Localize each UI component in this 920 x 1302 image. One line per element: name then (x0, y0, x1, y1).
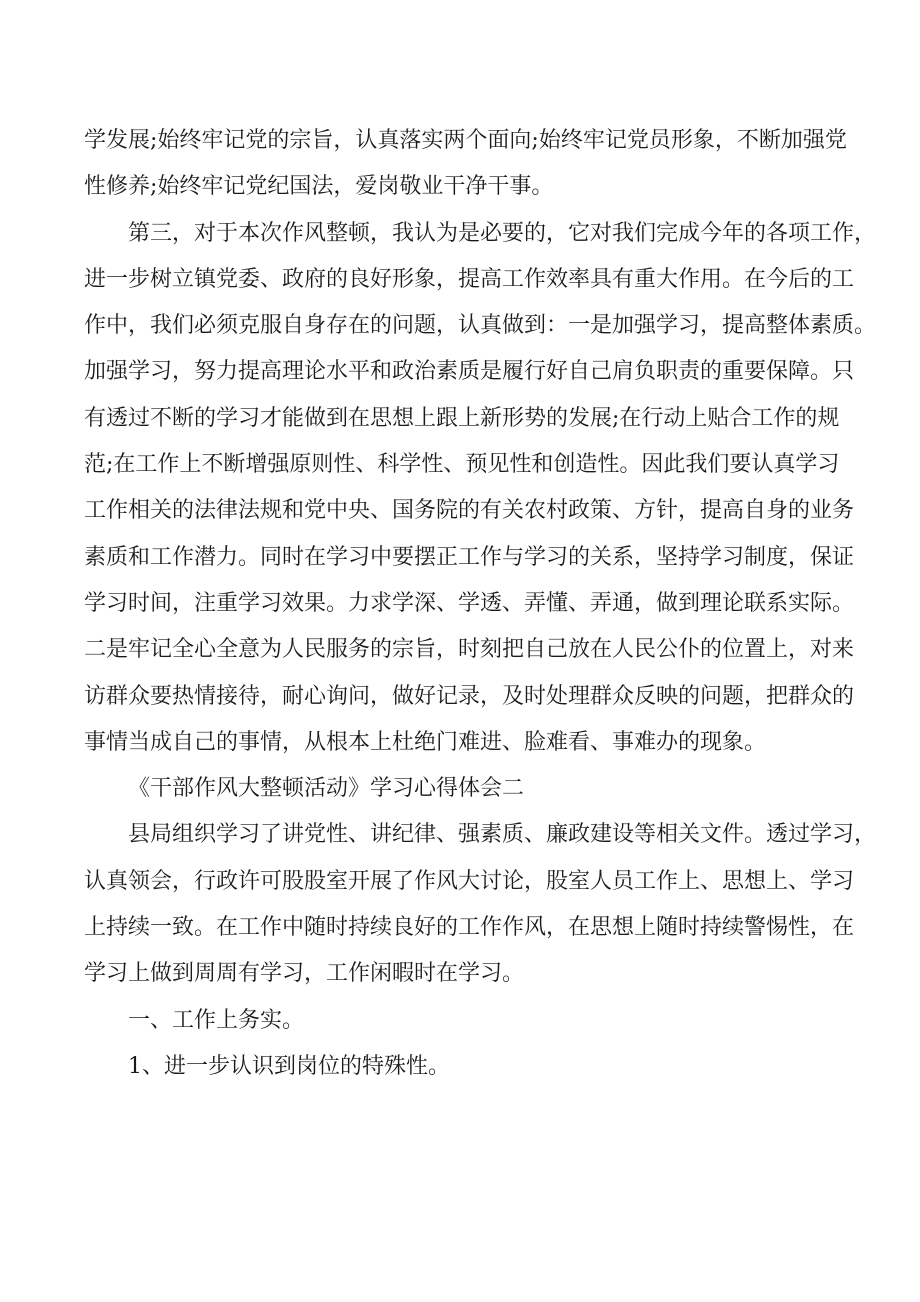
text-line: 二是牢记全心全意为人民服务的宗旨，时刻把自己放在人民公仆的位置上，对来 (84, 637, 855, 663)
section-heading: 《干部作风大整顿活动》学习心得体会二 (128, 776, 525, 802)
text-line: 范;在工作上不断增强原则性、科学性、预见性和创造性。因此我们要认真学习 (84, 452, 840, 478)
text-line: 访群众要热情接待，耐心询问，做好记录，及时处理群众反映的问题，把群众的 (84, 683, 855, 709)
text-line: 素质和工作潜力。同时在学习中要摆正工作与学习的关系，坚持学习制度，保证 (84, 544, 855, 570)
subsection-heading: 一、工作上务实。 (128, 1007, 305, 1033)
document-body (84, 118, 877, 1090)
text-line: 第三，对于本次作风整顿，我认为是必要的，它对我们完成今年的各项工作， (128, 220, 877, 246)
text-line: 认真领会，行政许可股股室开展了作风大讨论，股室人员工作上、思想上、学习 (84, 868, 855, 894)
text-line: 学习上做到周周有学习，工作闲暇时在学习。 (84, 961, 525, 987)
text-line: 事情当成自己的事情，从根本上杜绝门难进、脸难看、事难办的现象。 (84, 729, 767, 755)
text-line: 县局组织学习了讲党性、讲纪律、强素质、廉政建设等相关文件。透过学习， (128, 822, 877, 848)
text-line: 进一步树立镇党委、政府的良好形象，提高工作效率具有重大作用。在今后的工 (84, 266, 855, 292)
text-line: 性修养;始终牢记党纪国法，爱岗敬业干净干事。 (84, 174, 554, 200)
text-line: 上持续一致。在工作中随时持续良好的工作作风，在思想上随时持续警惕性，在 (84, 915, 855, 941)
text-line: 加强学习，努力提高理论水平和政治素质是履行好自己肩负职责的重要保障。只 (84, 359, 855, 385)
text-line: 学习时间，注重学习效果。力求学深、学透、弄懂、弄通，做到理论联系实际。 (84, 590, 855, 616)
list-item: 1、进一步认识到岗位的特殊性。 (128, 1053, 450, 1079)
text-line: 工作相关的法律法规和党中央、国务院的有关农村政策、方针，提高自身的业务 (84, 498, 855, 524)
text-line: 有透过不断的学习才能做到在思想上跟上新形势的发展;在行动上贴合工作的规 (84, 405, 840, 431)
text-line: 学发展;始终牢记党的宗旨，认真落实两个面向;始终牢记党员形象，不断加强党 (84, 128, 847, 153)
text-line: 作中，我们必须克服自身存在的问题，认真做到：一是加强学习，提高整体素质。 (84, 313, 877, 339)
